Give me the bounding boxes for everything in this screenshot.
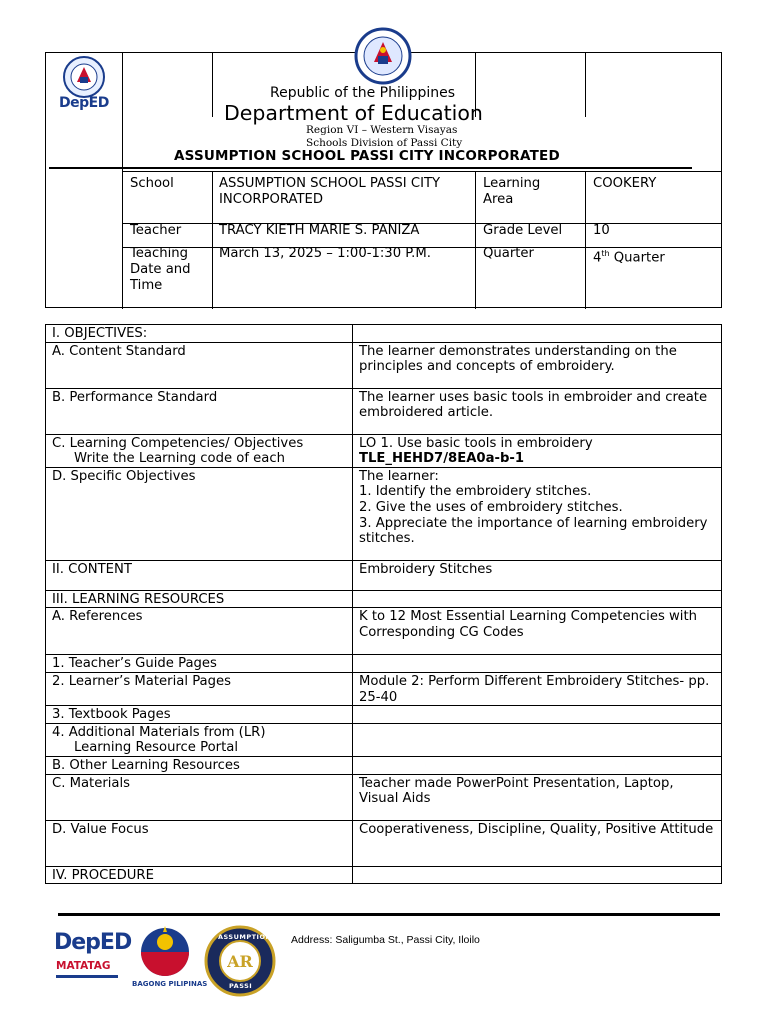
table-row	[46, 820, 722, 866]
learning-area-value: COOKERY	[593, 176, 657, 191]
kagawaran-seal-icon	[345, 26, 421, 86]
competencies-value	[353, 434, 722, 467]
table-row	[46, 608, 722, 655]
date-value: March 13, 2025 – 1:00-1:30 P.M.	[219, 246, 431, 261]
table-row	[46, 434, 722, 467]
school-value: ASSUMPTION SCHOOL PASSI CITY INCORPORATED	[219, 176, 441, 207]
hdr-divider	[122, 53, 123, 309]
footer-rule	[58, 913, 720, 916]
bagong-pilipinas-text: BAGONG PILIPINAS	[132, 980, 208, 988]
department-heading: Department of Education	[224, 101, 483, 125]
hdr-divider	[122, 223, 722, 224]
deped-logo	[55, 55, 113, 117]
assumption-seal	[200, 925, 280, 997]
quarter-value	[593, 246, 665, 266]
additional-materials-label	[46, 723, 353, 756]
region-text: Region VI – Western Visayas	[306, 124, 458, 136]
other-resources-label: B. Other Learning Resources	[46, 756, 353, 774]
table-row	[46, 590, 722, 608]
competencies-label	[46, 434, 353, 467]
footer-deped-text: DepED	[54, 930, 132, 955]
teacher-label: Teacher	[130, 223, 182, 238]
table-row	[46, 756, 722, 774]
hdr-divider	[475, 171, 476, 309]
spec-intro: The learner:	[359, 468, 439, 484]
value-focus-value: Cooperativeness, Discipline, Quality, Positive Attitude	[353, 820, 722, 866]
learning-code: TLE_HEHD7/8EA0a-b-1	[359, 451, 525, 467]
content-label: II. CONTENT	[46, 560, 353, 590]
deped-center-seal	[345, 26, 421, 86]
materials-label: C. Materials	[46, 774, 353, 820]
competencies-label-line2: Write the Learning code of each	[74, 451, 285, 467]
footer-deped-logo	[52, 930, 132, 992]
table-row	[46, 866, 722, 884]
empty-cell	[353, 325, 722, 343]
hdr-divider	[212, 171, 213, 309]
republic-heading: Republic of the Philippines	[270, 85, 456, 101]
svg-text:AR: AR	[227, 952, 253, 971]
lesson-plan-table	[45, 324, 722, 884]
specific-objectives-value	[353, 467, 722, 560]
performance-standard-value: The learner uses basic tools in embroider and create embroidered article.	[353, 388, 722, 434]
table-row	[46, 655, 722, 673]
table-row	[46, 560, 722, 590]
table-row	[46, 774, 722, 820]
quarter-label: Quarter	[483, 246, 534, 261]
matatag-text: MATATAG	[56, 960, 111, 972]
learning-area-label: Learning Area	[483, 176, 541, 207]
references-label: A. References	[46, 608, 353, 655]
performance-standard-label: B. Performance Standard	[46, 388, 353, 434]
specific-objectives-label: D. Specific Objectives	[46, 467, 353, 560]
assumption-top-text: ASSUMPTION	[218, 933, 272, 941]
empty-cell	[353, 723, 722, 756]
content-standard-value: The learner demonstrates understanding on the principles and concepts of embroidery.	[353, 342, 722, 388]
hdr-divider	[585, 171, 586, 309]
table-row	[46, 706, 722, 724]
table-row	[46, 672, 722, 705]
quarter-sup: th	[601, 249, 610, 258]
table-row	[46, 388, 722, 434]
content-value: Embroidery Stitches	[353, 560, 722, 590]
content-standard-label: A. Content Standard	[46, 342, 353, 388]
spec-item-2: 2. Give the uses of embroidery stitches.	[359, 499, 623, 515]
hdr-divider	[122, 171, 722, 172]
table-row	[46, 342, 722, 388]
matatag-bar	[56, 975, 118, 978]
competencies-label-line1: C. Learning Competencies/ Objectives	[52, 435, 304, 451]
spec-item-3: 3. Appreciate the importance of learning embroidery stitches.	[359, 515, 708, 547]
empty-cell	[353, 706, 722, 724]
spec-item-1: 1. Identify the embroidery stitches.	[359, 484, 592, 500]
additional-materials-line1: 4. Additional Materials from (LR)	[52, 724, 266, 740]
table-row	[46, 723, 722, 756]
school-label: School	[130, 176, 174, 191]
empty-cell	[353, 590, 722, 608]
additional-materials-line2: Learning Resource Portal	[74, 740, 238, 756]
school-title: ASSUMPTION SCHOOL PASSI CITY INCORPORATED	[174, 148, 560, 164]
objectives-heading: I. OBJECTIVES:	[46, 325, 353, 343]
bagong-pilipinas-icon	[130, 922, 200, 982]
table-row	[46, 467, 722, 560]
teachers-guide-label: 1. Teacher’s Guide Pages	[46, 655, 353, 673]
deped-logo-text: DepED	[59, 95, 109, 111]
bagong-pilipinas-logo	[130, 922, 208, 994]
empty-cell	[353, 866, 722, 884]
division-text: Schools Division of Passi City	[306, 137, 463, 149]
grade-label: Grade Level	[483, 223, 563, 238]
empty-cell	[353, 756, 722, 774]
value-focus-label: D. Value Focus	[46, 820, 353, 866]
empty-cell	[353, 655, 722, 673]
assumption-bottom-text: PASSI	[229, 982, 253, 990]
footer-address: Address: Saligumba St., Passi City, Iloilo	[291, 934, 480, 946]
hdr-divider	[585, 53, 586, 117]
table-row	[46, 325, 722, 343]
learners-material-value: Module 2: Perform Different Embroidery Stitches- pp. 25-40	[353, 672, 722, 705]
learners-material-label: 2. Learner’s Material Pages	[46, 672, 353, 705]
quarter-word: Quarter	[609, 250, 665, 266]
materials-value: Teacher made PowerPoint Presentation, Laptop, Visual Aids	[353, 774, 722, 820]
header-rule	[49, 167, 692, 169]
quarter-num: 4	[593, 250, 602, 266]
references-value: K to 12 Most Essential Learning Competencies with Corresponding CG Codes	[353, 608, 722, 655]
date-label: Teaching Date and Time	[130, 246, 191, 293]
teacher-value: TRACY KIETH MARIE S. PANIZA	[219, 223, 420, 238]
procedure-heading: IV. PROCEDURE	[46, 866, 353, 884]
grade-value: 10	[593, 223, 610, 238]
competencies-value-line1: LO 1. Use basic tools in embroidery	[359, 435, 593, 451]
hdr-divider	[212, 53, 213, 117]
resources-heading: III. LEARNING RESOURCES	[46, 590, 353, 608]
textbook-label: 3. Textbook Pages	[46, 706, 353, 724]
